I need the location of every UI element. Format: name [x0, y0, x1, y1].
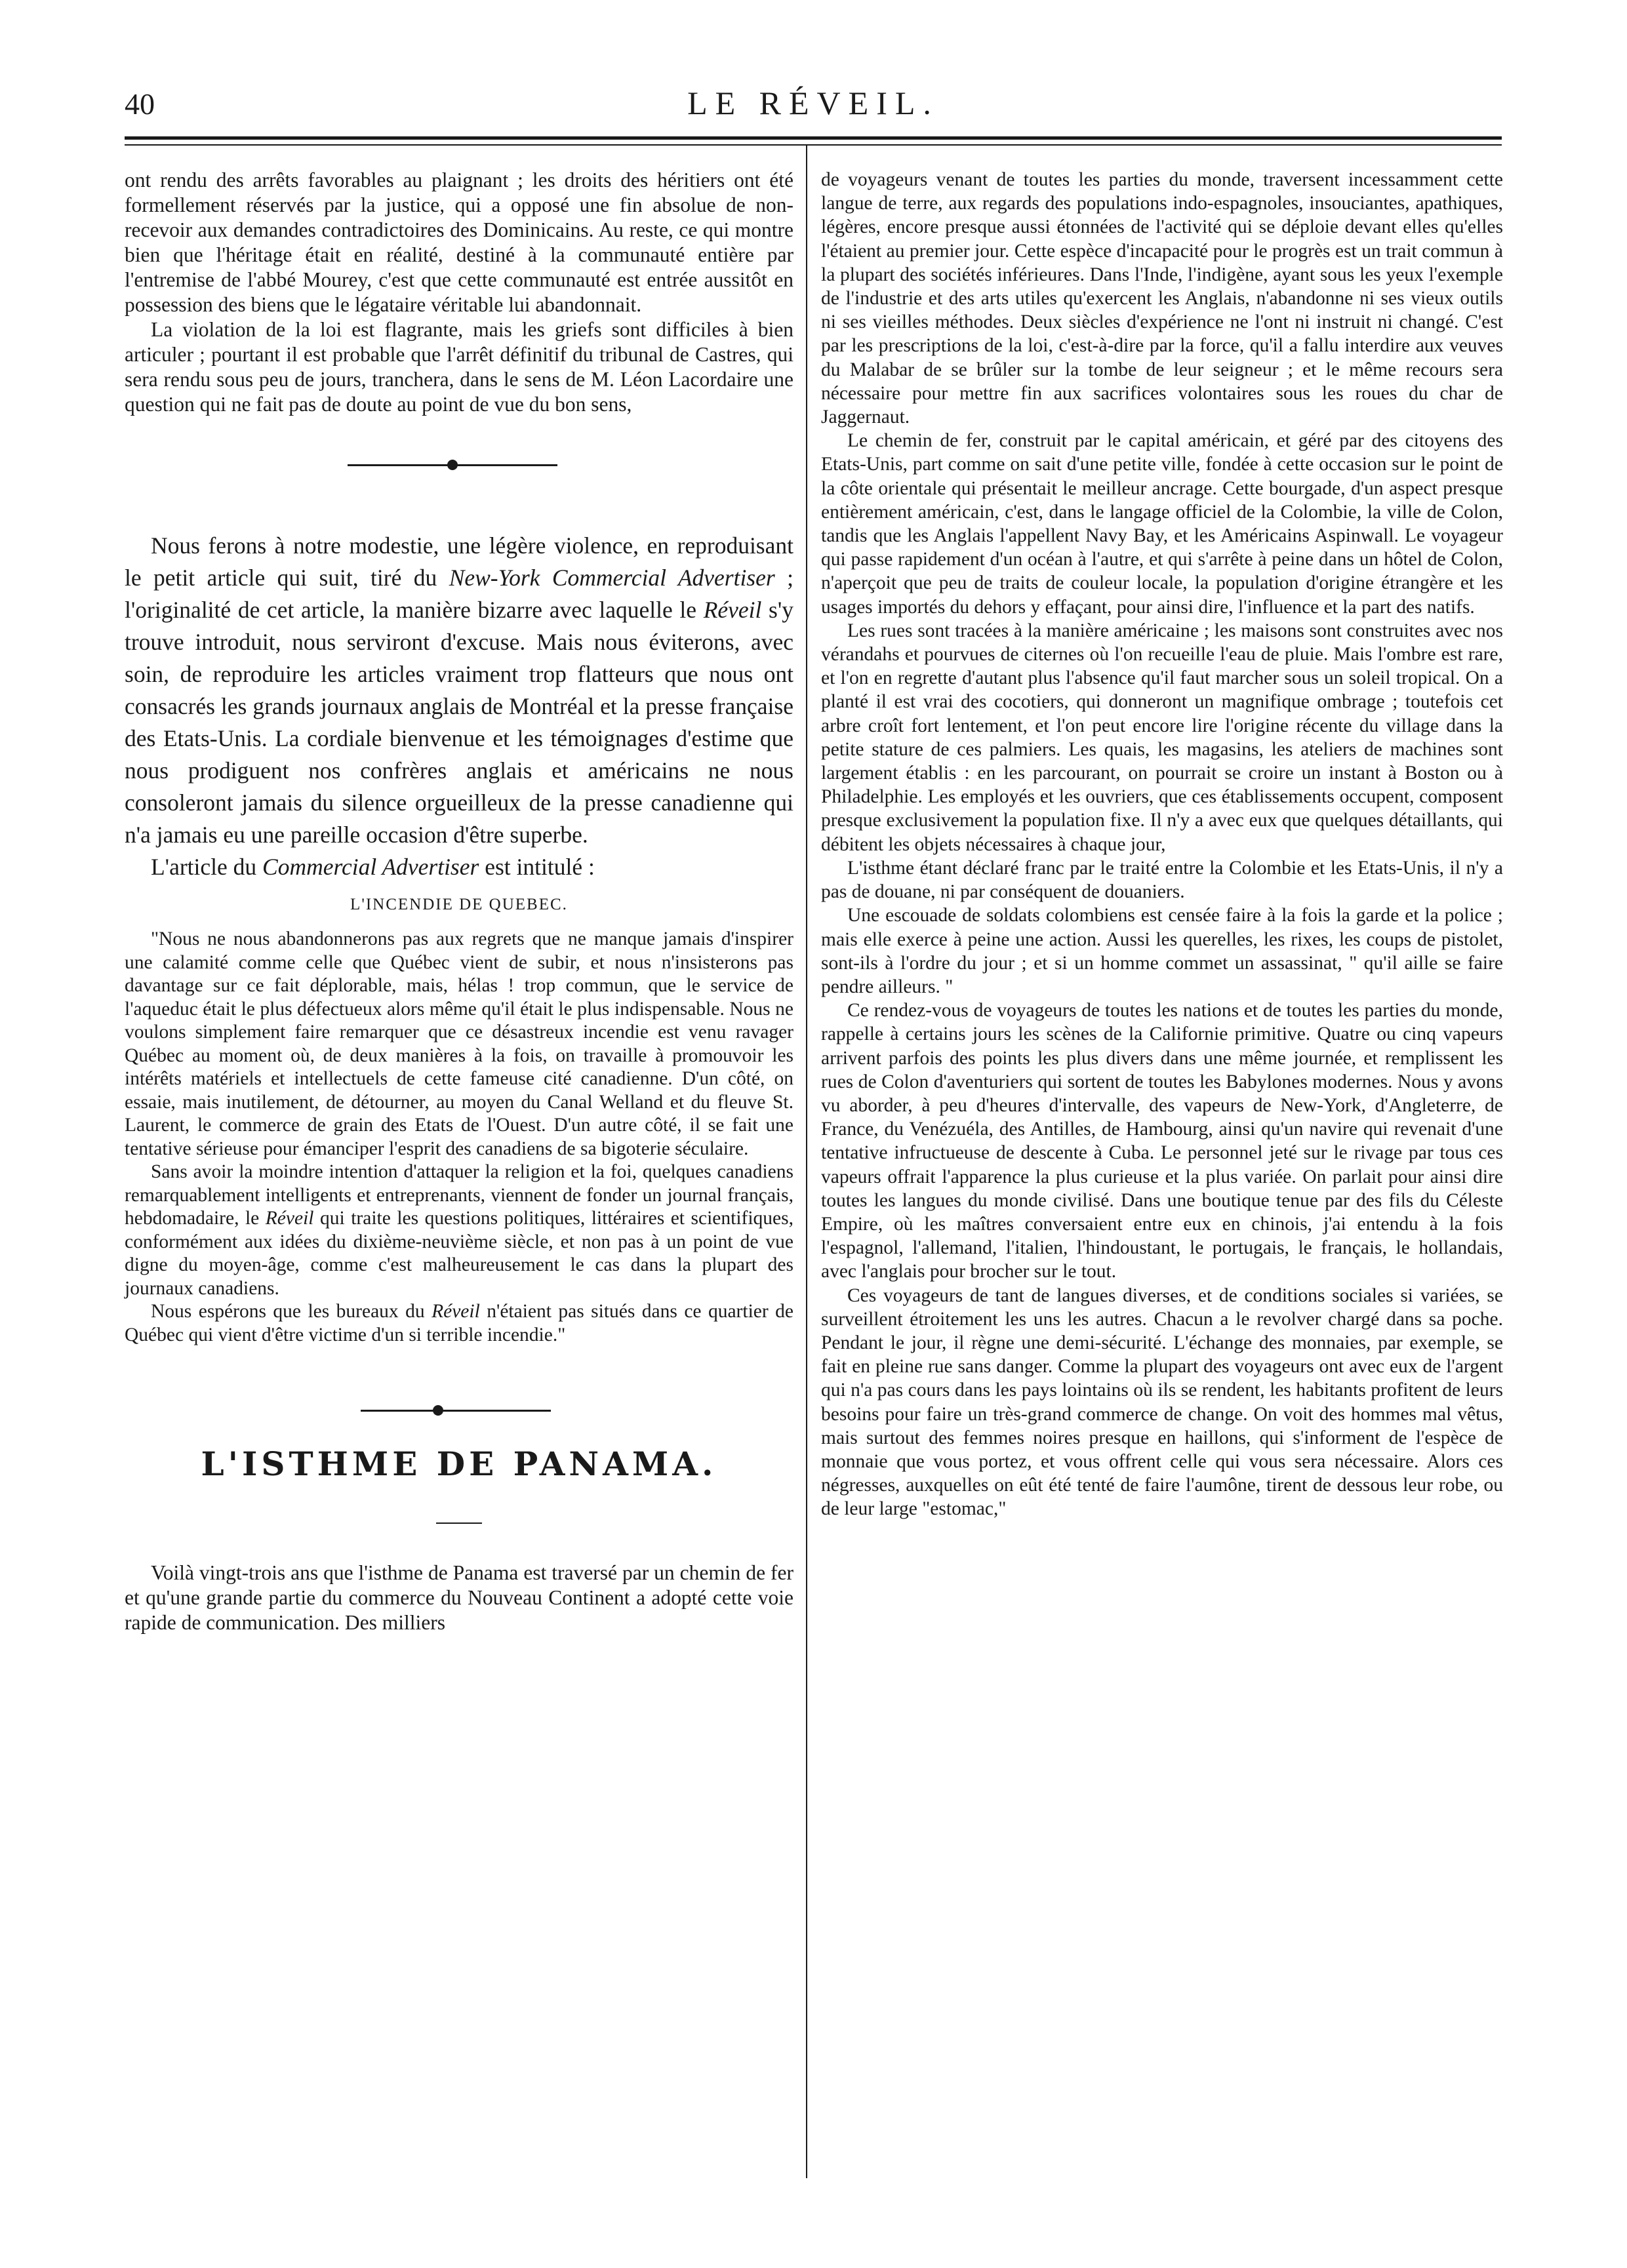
paragraph-voyageurs: de voyageurs venant de toutes les parties du monde, traversent incessamment cette langue de terre, aux regards des populations indo-espagnoles, insouciantes, apathiques, légères, encore presque aussi étonnées de l'activité qui se déploie devant elles qu'elles l'étaient au premier jour. Cette espèce d'incapacité pour le progrès est un trait commun à la plupart des sociétés inférieures. Dans l'Inde, l'indigène, ayant sous les yeux l'exemple de l'industrie et des arts utiles qu'exercent les Anglais, n'abandonne ni ses vieux outils ni ses vieilles méthodes. Deux siècles d'expérience ne l'ont ni instruit ni changé. C'est par les prescriptions de la loi, c'est-à-dire par la force, qu'il a fallu interdire aux veuves du Malabar de se brûler sur la tombe de leur seigneur ; et le même recours sera nécessaire pour mettre fin aux sacrifices volontaires sous les roues du char de Jaggernaut.	[821, 169, 1503, 428]
ornament-dot	[447, 460, 458, 470]
article-text-a: L'article du	[151, 854, 263, 880]
section-ornament	[125, 441, 793, 493]
section-ornament	[125, 1386, 793, 1439]
title-rule	[436, 1522, 482, 1524]
paragraph-panama-intro: Voilà vingt-trois ans que l'isthme de Panama est traversé par un chemin de fer et qu'une grande partie du commerce du Nouveau Continent a adopté cette voie rapide de communication. Des milliers	[125, 1561, 793, 1634]
ornament-line	[361, 1410, 551, 1412]
column-divider	[806, 146, 807, 2178]
paper-title: LE RÉVEIL.	[687, 85, 939, 121]
article-subheading: L'INCENDIE DE QUEBEC.	[350, 896, 568, 913]
header-rule-thick	[125, 136, 1502, 140]
intro-text-b: ; l'originalité de cet article, la manière bizarre avec laquelle le	[125, 565, 793, 623]
page-header	[125, 84, 1502, 130]
paragraph-heritage: ont rendu des arrêts favorables au plaignant ; les droits des héritiers ont été formellement réservés par la justice, qui a opposé une fin absolue de non-recevoir aux demandes contradictoires des Dominicains. Au reste, ce qui montre bien que l'héritage était en réalité, destiné à la communauté entière par l'entremise de l'abbé Mourey, c'est que cette communauté est entrée aussitôt en possession des biens que le légataire véritable lui abandonnait.	[125, 169, 793, 316]
paragraph-rues: Les rues sont tracées à la manière américaine ; les maisons sont construites avec nos vérandahs et pourvues de citernes où l'on recueille l'eau de pluie. Mais l'ombre est rare, et l'on en regrette d'autant plus l'absence qu'il faut marcher sous un soleil tropical. On a planté il est vrai des cocotiers, qui donneront un magnifique ombrage ; toutefois cet arbre croît fort lentement, et l'on peut encore lire l'origine récente du village dans la petite stature de ces palmiers. Les quais, les magasins, les ateliers de machines sont largement établis : en les parcourant, on pourrait se croire un instant à Boston ou à Philadelphie. Les employés et les ouvriers, que ces établissements occupent, composent presque exclusivement la population fixe. Il n'y a avec eux que quelques détaillants, qui débitent les objets nécessaires à chaque jour,	[821, 620, 1503, 855]
paragraph-douane: L'isthme étant déclaré franc par le traité entre la Colombie et les Etats-Unis, il n'y a pas de douane, ni par conséquent de douaniers.	[821, 857, 1503, 903]
quote-text-a: Sans avoir la moindre intention d'attaquer la religion et la foi, quelques canadiens remarquablement intelligents et entreprenants, viennent de fonder un journal français, hebdomadaire, le	[125, 1161, 793, 1229]
publication-name: Commercial Advertiser	[262, 854, 479, 880]
intro-text-c: s'y trouve introduit, nous serviront d'excuse. Mais nous éviterons, avec soin, de reproduire les articles vraiment trop flatteurs que nous ont consacrés les grands journaux anglais de Montréal et la presse française des Etats-Unis. La cordiale bienvenue et les témoignages d'estime que nous prodiguent nos confrères anglais et américains ne nous consoleront jamais du silence orgueilleux de la presse canadienne qui n'a jamais eu une pareille occasion d'être superbe.	[125, 597, 793, 848]
quote-text-b: qui traite les questions politiques, littéraires et scientifiques, conformément aux idées du dixième-neuvième siècle, et non pas à un point de vue digne du moyen-âge, comme c'est malheureusement le cas dans la plupart des journaux canadiens.	[125, 1208, 793, 1299]
quote-paragraph-1: "Nous ne nous abandonnerons pas aux regrets que ne manque jamais d'inspirer une calamité comme celle que Québec vient de subir, et nous n'insisterons pas davantage sur ce fait déplorable, mais, hélas ! trop commun, que le service de l'aqueduc était le plus défectueux alors même qu'il était le plus indispensable. Nous ne voulons simplement faire remarquer que ce désastreux incendie est venu ravager Québec au moment où, de deux manières à la fois, on travaille à promouvoir les intérêts matériels et intellectuels de cette fameuse cité canadienne. D'un côté, on essaie, mais inutilement, de détourner, au moyen du Canal Welland et du fleuve St. Laurent, le commerce de grain des Etats de l'Ouest. D'un autre côté, il se fait une tentative sérieuse pour émanciper l'esprit des canadiens de sa bigoterie séculaire.	[125, 928, 793, 1159]
publication-name: Réveil	[265, 1208, 314, 1229]
quote-text-b: n'étaient pas situés dans ce quartier de Québec qui vient d'être victime d'un si terrible incendie."	[125, 1301, 793, 1345]
quote-text-a: Nous espérons que les bureaux du	[151, 1301, 432, 1322]
ornament-dot	[433, 1405, 443, 1416]
page-number: 40	[125, 87, 155, 121]
section-title: L'ISTHME DE PANAMA.	[201, 1444, 717, 1483]
paragraph-monnaies: Ces voyageurs de tant de langues diverses, et de conditions sociales si variées, se surveillent étroitement les uns les autres. Chacun a le revolver chargé dans sa poche. Pendant le jour, il règne une demi-sécurité. L'échange des monnaies, par exemple, se fait en pleine rue sans danger. Comme la plupart des voyageurs ont avec eux de l'argent qui n'a pas cours dans les pays lointains où ils se rendent, les habitants profitent de leurs besoins pour faire un très-grand commerce de change. On voit des hommes mal vêtus, mais surtout des femmes noires presque en haillons, qui s'informent de l'espèce de monnaie que vous portez, et vous offrent celle qui vous sera nécessaire. Alors ces négresses, auxquelles on eût été tenté de faire l'aumône, tirent de dessous leur robe, ou de leur large "estomac,"	[821, 1284, 1503, 1520]
publication-name: Réveil	[703, 597, 762, 623]
publication-name: New-York Commercial Advertiser	[449, 565, 775, 591]
quote-paragraph-2	[125, 1161, 793, 1300]
paragraph-intro	[125, 530, 793, 851]
paragraph-article-title	[125, 851, 793, 883]
left-column	[125, 168, 793, 1635]
paragraph-violation: La violation de la loi est flagrante, mais les griefs sont difficiles à bien articuler ; pourtant il est probable que l'arrêt définitif du tribunal de Castres, qui sera rendu sous peu de jours, tranchera, dans le sens de M. Léon Lacordaire une question qui ne fait pas de doute au point de vue du bon sens,	[125, 318, 793, 416]
paragraph-soldats: Une escouade de soldats colombiens est censée faire à la fois la garde et la police ; mais elle exerce à peine une action. Aussi les querelles, les rixes, les coups de pistolet, sont-ils à l'ordre du jour ; et si un homme commet un assassinat, " qu'il aille se faire pendre ailleurs. "	[821, 905, 1503, 997]
header-rule-thin	[125, 144, 1502, 146]
paragraph-chemin-de-fer: Le chemin de fer, construit par le capital américain, et géré par des citoyens des Etats-Unis, part comme on sait d'une petite ville, fondée à cette occasion sur le point de la côte orientale qui présentait le meilleur ancrage. Cette bourgade, d'un aspect presque entièrement américain, c'est, dans le langage officiel de la Colombie, la ville de Colon, tandis que les Anglais l'appellent Navy Bay, et les Américains Aspinwall. Le voyageur qui passe rapidement d'un océan à l'autre, et qui s'arrête à peine dans un hôtel de Colon, n'aperçoit que peu de traits de couleur locale, la population d'origine étrangère et les usages importés du dehors y effaçant, pour ainsi dire, l'influence et la part des natifs.	[821, 430, 1503, 618]
quote-paragraph-3	[125, 1300, 793, 1347]
publication-name: Réveil	[432, 1301, 480, 1322]
right-column	[821, 168, 1503, 1521]
article-text-b: est intitulé :	[479, 854, 595, 880]
paragraph-rendez-vous: Ce rendez-vous de voyageurs de toutes les nations et de toutes les parties du monde, rappelle à certains jours les scènes de la Californie primitive. Quatre ou cinq vapeurs arrivent parfois des points les plus divers dans une même journée, et remplissent les rues de Colon d'aventuriers qui sortent de toutes les Babylones modernes. Nous y avons vu aborder, à peu d'heures d'intervalle, des vapeurs de New-York, d'Angleterre, de France, du Venézuéla, des Antilles, de Hambourg, ainsi qu'un navire qui revenait d'une tentative infructueuse de descente à Cuba. Le personnel jeté sur le rivage par tous ces vapeurs offrait l'apparence la plus curieuse et la plus variée. On parlait pour ainsi dire toutes les langues du monde civilisé. Dans une boutique tenue par des fils du Céleste Empire, où les maîtres conversaient entre eux en chinois, j'ai entendu à la fois l'espagnol, l'allemand, l'italien, l'hindoustant, le portugais, le français, le hollandais, avec l'anglais pour brocher sur le tout.	[821, 1000, 1503, 1283]
intro-text-a: Nous ferons à notre modestie, une légère violence, en reproduisant le petit article qui suit, tiré du	[125, 532, 793, 591]
